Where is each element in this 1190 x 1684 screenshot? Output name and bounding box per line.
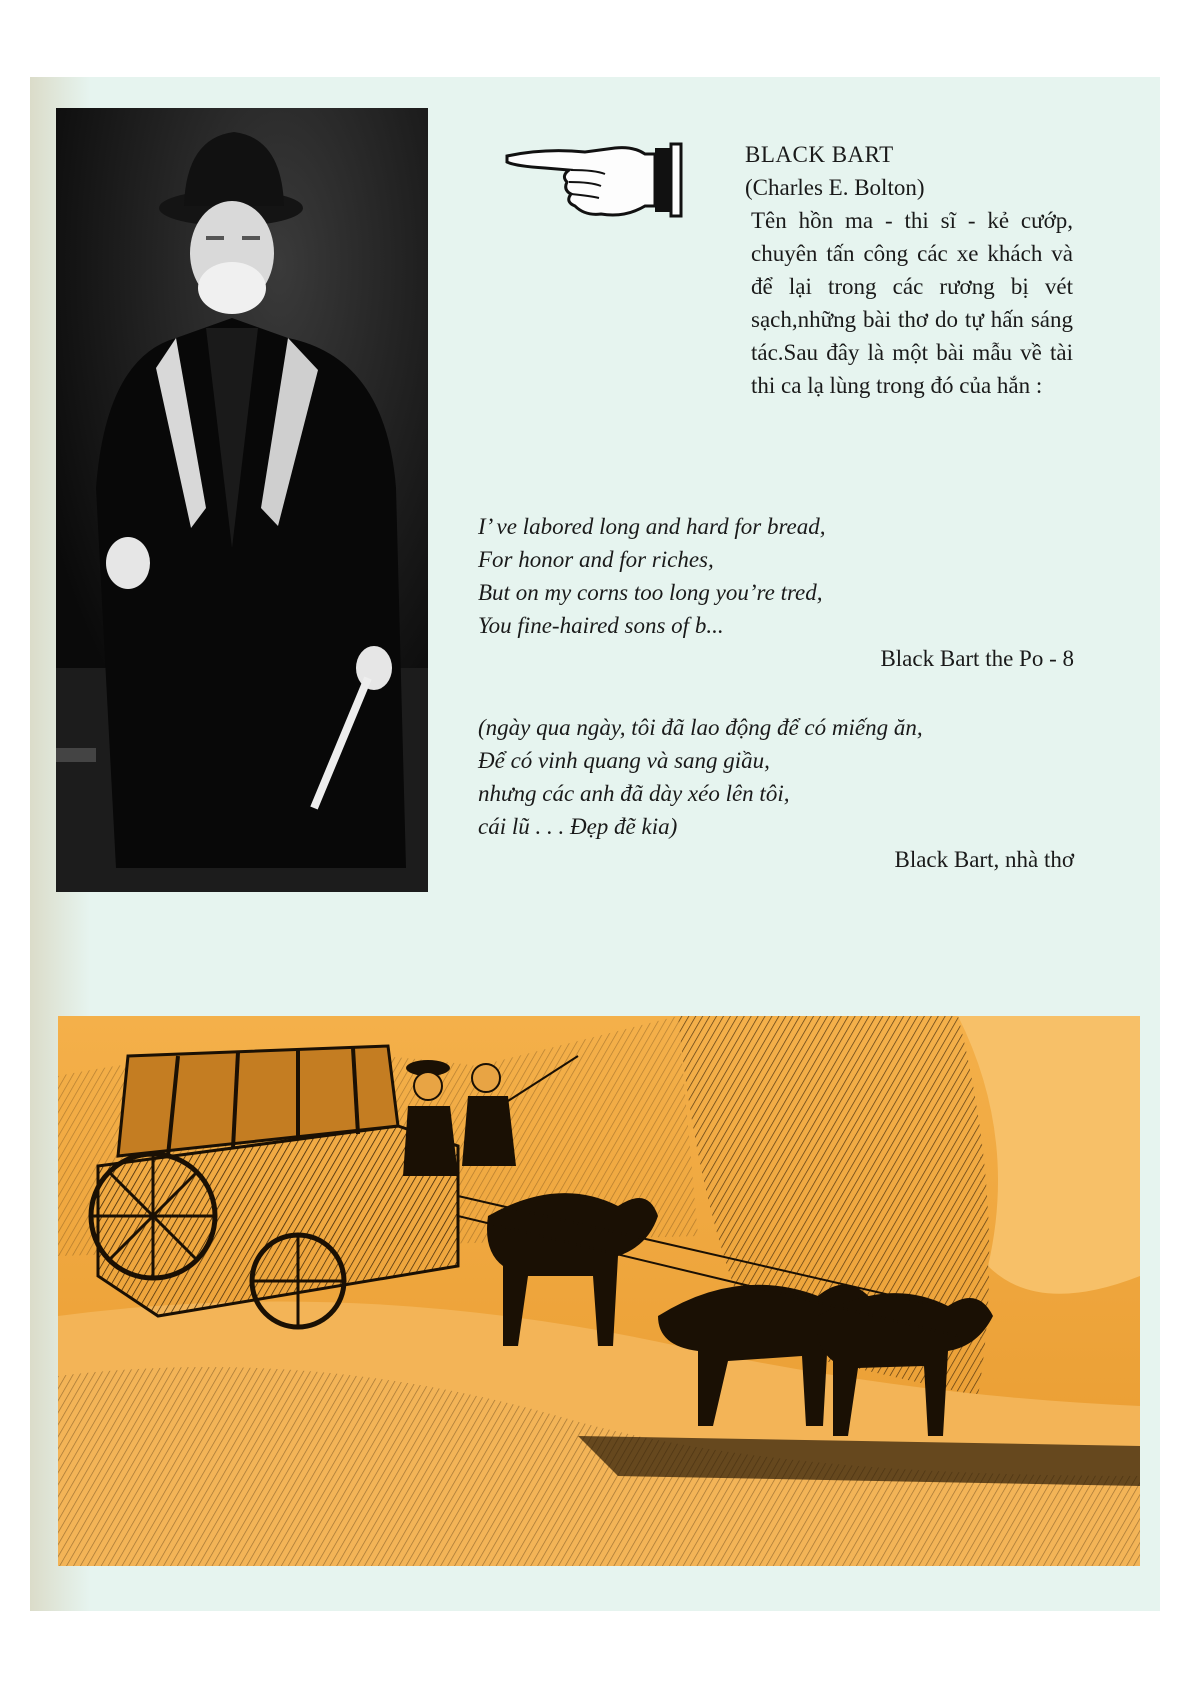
caption-subtitle: (Charles E. Bolton)	[745, 175, 925, 200]
stagecoach-engraving	[58, 1016, 1140, 1566]
poem-translation	[478, 711, 1074, 876]
caption-body: Tên hồn ma - thi sĩ - kẻ cướp, chuyên tấn công các xe khách và để lại trong các rương bị vét sạch,những bài thơ do tự hấn sáng tác.Sau đây là một bài mẫu về tài thi ca lạ lùng trong đó của hắn :	[751, 208, 1073, 398]
portrait-photo	[56, 108, 428, 892]
poem-line: I’ ve labored long and hard for bread,	[478, 514, 826, 539]
poem-line: nhưng các anh đã dày xéo lên tôi,	[478, 781, 790, 806]
poem-line: You fine-haired sons of b...	[478, 613, 724, 638]
poem-line: But on my corns too long you’re tred,	[478, 580, 823, 605]
poem-line: cái lũ . . . Đẹp đẽ kia)	[478, 814, 678, 839]
caption	[745, 138, 1073, 402]
poem-english	[478, 510, 1074, 675]
stagecoach-illustration	[58, 1016, 1140, 1566]
poem-line: For honor and for riches,	[478, 547, 714, 572]
poem-attribution: Black Bart the Po - 8	[880, 646, 1074, 671]
poem-line: Để có vinh quang và sang giầu,	[478, 748, 770, 773]
poem-line: (ngày qua ngày, tôi đã lao động để có miếng ăn,	[478, 715, 923, 740]
caption-title: BLACK BART	[745, 142, 894, 167]
pointing-hand-icon	[505, 136, 683, 224]
poem-attribution: Black Bart, nhà thơ	[894, 847, 1074, 872]
portrait-illustration	[56, 108, 428, 892]
